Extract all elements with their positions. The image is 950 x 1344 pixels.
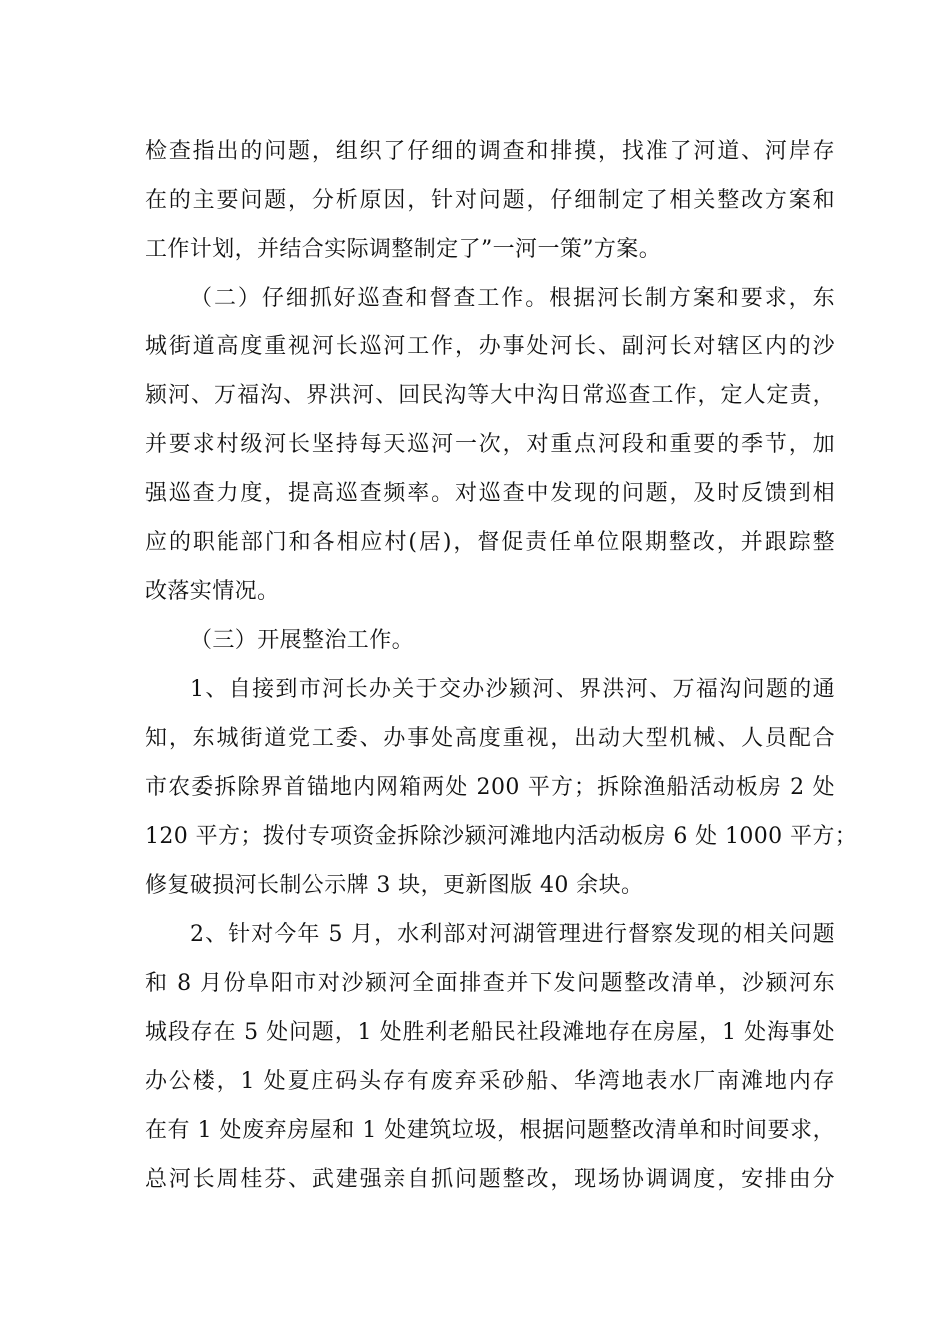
text-line: 总河长周桂芬、武建强亲自抓问题整改，现场协调调度，安排由分 [145,1167,835,1192]
text-line: 市农委拆除界首锚地内网箱两处 200 平方；拆除渔船活动板房 2 处 [145,775,835,800]
text-line: 并要求村级河长坚持每天巡河一次，对重点河段和重要的季节，加 [145,432,835,457]
text-line: 城段存在 5 处问题，1 处胜利老船民社段滩地存在房屋，1 处海事处 [145,1020,835,1045]
text-line: 应的职能部门和各相应村(居)，督促责任单位限期整改，并跟踪整 [145,530,835,555]
text-line: 知，东城街道党工委、办事处高度重视，出动大型机械、人员配合 [145,726,835,751]
text-line: 修复破损河长制公示牌 3 块，更新图版 40 余块。 [145,873,644,898]
text-line: 检查指出的问题，组织了仔细的调查和排摸，找准了河道、河岸存 [145,139,835,164]
text-line: 1、自接到市河长办关于交办沙颍河、界洪河、万福沟问题的通 [190,677,835,702]
text-line: 改落实情况。 [145,579,280,604]
text-line: 2、针对今年 5 月，水利部对河湖管理进行督察发现的相关问题 [190,922,835,947]
text-line: 强巡查力度，提高巡查频率。对巡查中发现的问题，及时反馈到相 [145,481,835,506]
text-line: （二）仔细抓好巡查和督查工作。根据河长制方案和要求，东 [190,286,835,311]
text-line: 和 8 月份阜阳市对沙颍河全面排查并下发问题整改清单，沙颍河东 [145,971,835,996]
text-line: 颍河、万福沟、界洪河、回民沟等大中沟日常巡查工作，定人定责， [145,383,835,408]
text-line: 120 平方；拨付专项资金拆除沙颍河滩地内活动板房 6 处 1000 平方； [145,824,858,849]
text-line: 办公楼，1 处夏庄码头存有废弃采砂船、华湾地表水厂南滩地内存 [145,1069,835,1094]
text-line: 城街道高度重视河长巡河工作，办事处河长、副河长对辖区内的沙 [145,334,835,359]
section-heading: （三）开展整治工作。 [190,628,415,653]
text-line: 在有 1 处废弃房屋和 1 处建筑垃圾，根据问题整改清单和时间要求， [145,1118,835,1143]
text-line: 工作计划，并结合实际调整制定了”一河一策”方案。 [145,237,662,262]
text-line: 在的主要问题，分析原因，针对问题，仔细制定了相关整改方案和 [145,188,835,213]
